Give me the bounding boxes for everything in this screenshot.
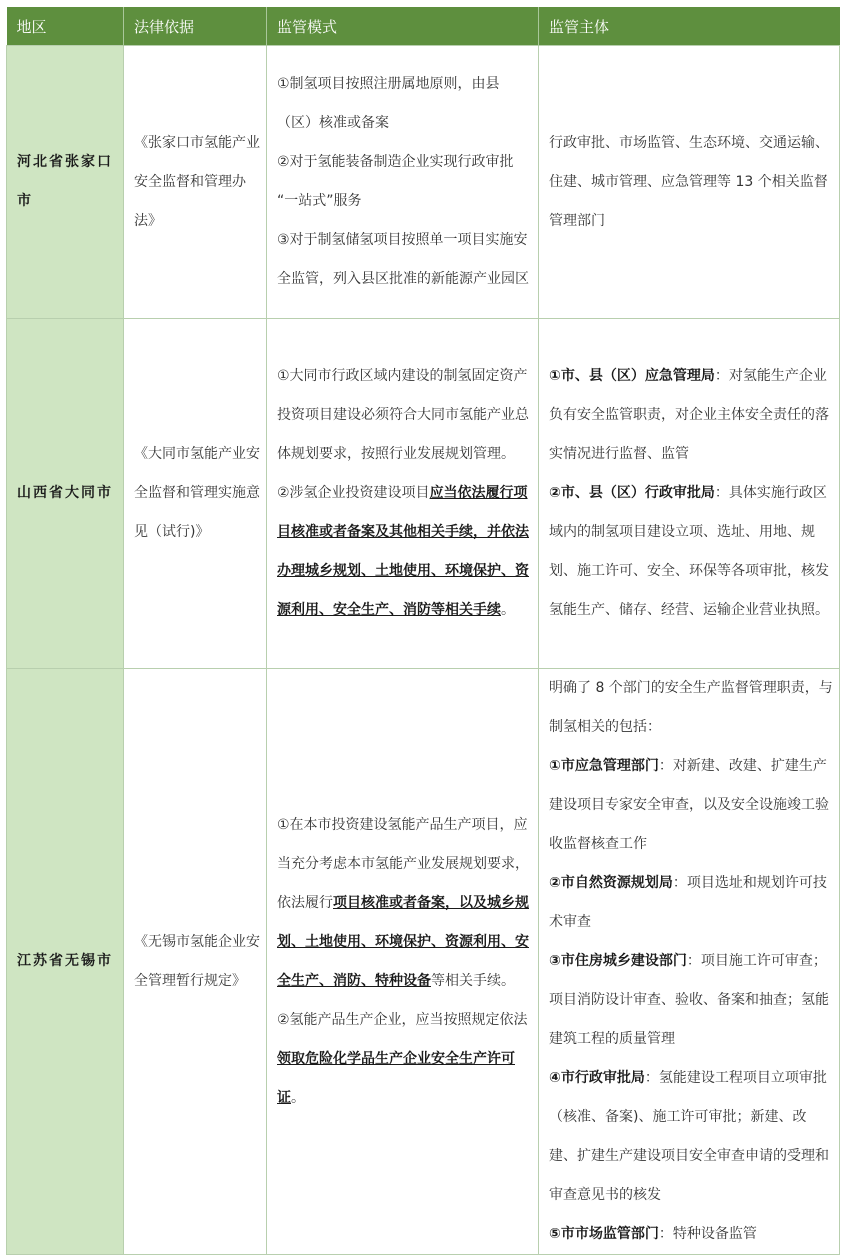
cell-text: ②氢能产品生产企业，应当按照规定依法: [277, 1011, 528, 1028]
emphasis-text: 项目核准或者备案，以及城乡规划、土地使用、环境保护、资源利用、安全生产、消防、特种设备: [277, 894, 529, 989]
cell-text: 明确了 8 个部门的安全生产监督管理职责，与制氢相关的包括：: [549, 680, 833, 735]
cell-text: ：特种设备监管: [658, 1226, 757, 1242]
cell-text: ：对氢能生产企业负有安全监管职责，对企业主体安全责任的落实情况进行监督、监管: [549, 368, 829, 462]
law-cell: 《无锡市氢能企业安全管理暂行规定》: [124, 669, 267, 1255]
cell-text: ①大同市行政区域内建设的制氢固定资产投资项目建设必须符合大同市氢能产业总体规划要求，按照行业发展规划管理。: [277, 368, 529, 462]
cell-text: ：项目施工许可审查；项目消防设计审查、验收、备案和抽查；氢能建筑工程的质量管理: [549, 953, 829, 1047]
cell-text: ③对于制氢储氢项目按照单一项目实施安全监管，列入县区批准的新能源产业园区: [277, 232, 529, 287]
cell-text: ①在本市投资建设氢能产品生产项目，应当充分考虑本市氢能产业发展规划要求，依法履行: [277, 816, 529, 911]
emphasis-text: 应当依法履行项目核准或者备案及其他相关手续，并依法办理城乡规划、土地使用、环境保护、资源利用、安全生产、消防等相关手续: [277, 485, 529, 618]
table-row: [7, 319, 840, 669]
cell-text: ①制氢项目按照注册属地原则，由县（区）核准或备案: [277, 76, 500, 131]
cell-text: ：氢能建设工程项目立项审批（核准、备案)、施工许可审批；新建、改建、扩建生产建设项目安全审查申请的受理和审查意见书的核发: [549, 1070, 829, 1203]
cell-paragraph: [277, 1001, 532, 1118]
cell-text: ②涉氢企业投资建设项目: [277, 485, 430, 501]
cell-text: 。: [501, 602, 515, 618]
cell-paragraph: [277, 143, 532, 221]
header-body: 监管主体: [539, 7, 840, 46]
cell-paragraph: [277, 806, 532, 1001]
header-row: [7, 7, 840, 46]
cell-paragraph: [549, 864, 833, 942]
cell-text: ：对新建、改建、扩建生产建设项目专家安全审查，以及安全设施竣工验收监督核查工作: [549, 758, 829, 852]
emphasis-text: ①市、县（区）应急管理局: [549, 368, 715, 384]
cell-paragraph: [549, 124, 833, 241]
law-cell: 《大同市氢能产业安全监督和管理实施意见（试行)》: [124, 319, 267, 669]
body-cell: [539, 319, 840, 669]
region-cell: 江苏省无锡市: [7, 669, 124, 1255]
mode-cell: [267, 319, 539, 669]
cell-text: 等相关手续。: [431, 972, 515, 989]
mode-cell: [267, 46, 539, 319]
header-law: 法律依据: [124, 7, 267, 46]
regulation-table: [6, 7, 840, 1255]
cell-paragraph: [549, 1059, 833, 1215]
body-cell: [539, 46, 840, 319]
cell-paragraph: [277, 357, 532, 474]
cell-paragraph: [277, 221, 532, 299]
emphasis-text: ④市行政审批局: [549, 1070, 645, 1086]
region-cell: 河北省张家口市: [7, 46, 124, 319]
cell-paragraph: [549, 474, 833, 630]
cell-paragraph: [277, 65, 532, 143]
cell-text: ：项目选址和规划许可技术审查: [549, 875, 827, 930]
table-row: [7, 46, 840, 319]
emphasis-text: ③市住房城乡建设部门: [549, 953, 687, 969]
cell-text: ：具体实施行政区域内的制氢项目建设立项、选址、用地、规划、施工许可、安全、环保等各项审批，核发氢能生产、储存、经营、运输企业营业执照。: [549, 485, 829, 618]
table-row: [7, 669, 840, 1255]
cell-text: 。: [291, 1089, 305, 1106]
cell-text: 行政审批、市场监管、生态环境、交通运输、住建、城市管理、应急管理等 13 个相关监督管理部门: [549, 134, 829, 229]
emphasis-text: 领取危险化学品生产企业安全生产许可证: [277, 1050, 515, 1106]
header-mode: 监管模式: [267, 7, 539, 46]
region-cell: 山西省大同市: [7, 319, 124, 669]
cell-paragraph: [549, 669, 833, 747]
cell-paragraph: [277, 474, 532, 630]
body-cell: [539, 669, 840, 1255]
emphasis-text: ②市、县（区）行政审批局: [549, 485, 715, 501]
cell-paragraph: [549, 1215, 833, 1254]
emphasis-text: ②市自然资源规划局: [549, 875, 673, 891]
cell-paragraph: [549, 747, 833, 864]
emphasis-text: ⑤市市场监管部门: [549, 1226, 659, 1242]
cell-text: ②对于氢能装备制造企业实现行政审批 “一站式”服务: [277, 154, 514, 209]
mode-cell: [267, 669, 539, 1255]
cell-paragraph: [549, 942, 833, 1059]
cell-paragraph: [549, 357, 833, 474]
emphasis-text: ①市应急管理部门: [549, 758, 659, 774]
header-region: 地区: [7, 7, 124, 46]
law-cell: 《张家口市氢能产业安全监督和管理办法》: [124, 46, 267, 319]
